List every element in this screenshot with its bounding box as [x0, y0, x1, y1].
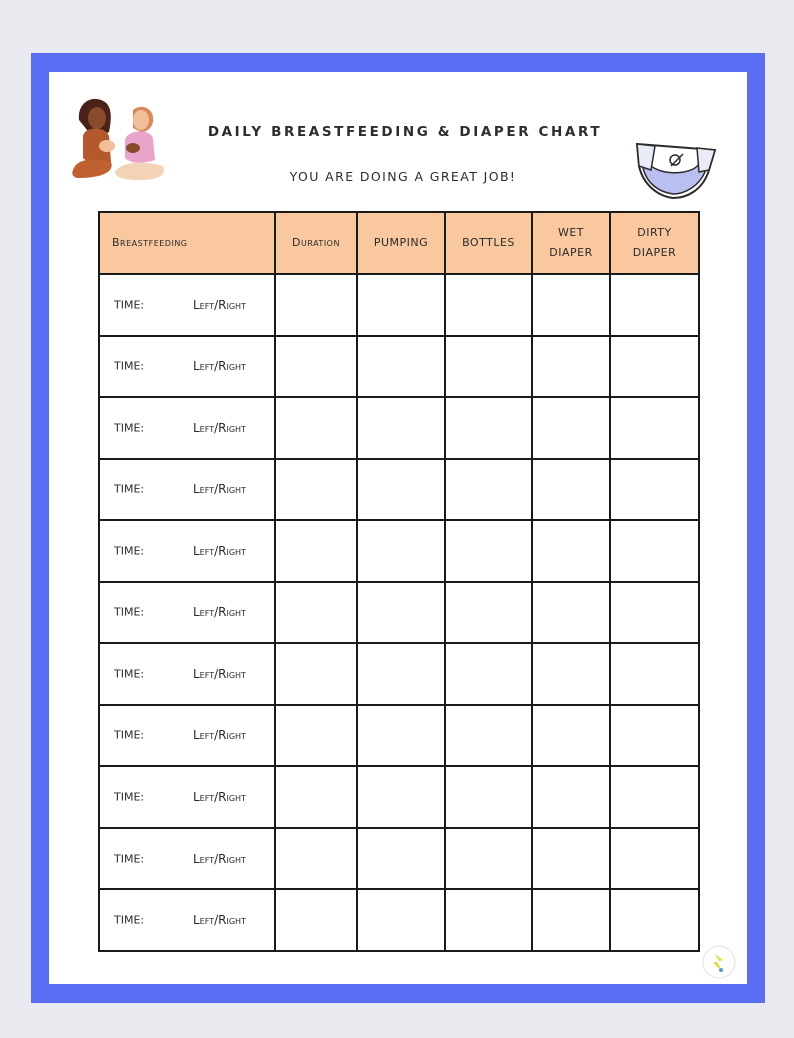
feeding-cell[interactable] [99, 336, 275, 398]
feeding-cell[interactable] [99, 643, 275, 705]
table-row [99, 274, 699, 336]
table-row [99, 459, 699, 521]
time-label: TIME: [114, 667, 145, 681]
side-label: Left/Right [193, 359, 246, 374]
col-header-pumping: PUMPING [357, 212, 445, 274]
pumping-cell[interactable] [357, 643, 445, 705]
brand-logo [699, 944, 739, 980]
side-label: Left/Right [193, 482, 246, 497]
duration-cell[interactable] [275, 582, 357, 644]
dirty-diaper-cell[interactable] [610, 459, 699, 521]
chart-title: DAILY BREASTFEEDING & DIAPER CHART [207, 124, 603, 140]
feeding-cell[interactable] [99, 459, 275, 521]
dirty-diaper-cell[interactable] [610, 766, 699, 828]
duration-cell[interactable] [275, 766, 357, 828]
feeding-cell[interactable] [99, 397, 275, 459]
chart-subtitle: YOU ARE DOING A GREAT JOB! [289, 169, 517, 184]
duration-cell[interactable] [275, 397, 357, 459]
wet-diaper-cell[interactable] [532, 705, 610, 767]
dirty-diaper-cell[interactable] [610, 397, 699, 459]
pumping-cell[interactable] [357, 889, 445, 951]
wet-diaper-cell[interactable] [532, 397, 610, 459]
time-label: TIME: [114, 544, 145, 558]
table-row [99, 889, 699, 951]
pumping-cell[interactable] [357, 274, 445, 336]
time-label: TIME: [114, 421, 145, 435]
chart-page [49, 72, 747, 984]
wet-diaper-cell[interactable] [532, 274, 610, 336]
feeding-cell[interactable] [99, 582, 275, 644]
time-label: TIME: [114, 913, 145, 927]
table-row [99, 397, 699, 459]
feeding-cell[interactable] [99, 705, 275, 767]
table-row [99, 766, 699, 828]
time-label: TIME: [114, 728, 145, 742]
col-header-breastfeeding: Breastfeeding [99, 212, 275, 274]
feeding-cell[interactable] [99, 520, 275, 582]
duration-cell[interactable] [275, 520, 357, 582]
side-label: Left/Right [193, 420, 246, 435]
col-header-duration: Duration [275, 212, 357, 274]
feeding-cell[interactable] [99, 828, 275, 890]
col-header-bottles: BOTTLES [445, 212, 532, 274]
wet-diaper-cell[interactable] [532, 582, 610, 644]
time-label: TIME: [114, 298, 145, 312]
dirty-diaper-cell[interactable] [610, 582, 699, 644]
bottles-cell[interactable] [445, 582, 532, 644]
dirty-diaper-cell[interactable] [610, 336, 699, 398]
page-frame [31, 53, 765, 1003]
wet-diaper-cell[interactable] [532, 766, 610, 828]
table-row [99, 643, 699, 705]
dirty-diaper-cell[interactable] [610, 889, 699, 951]
bottles-cell[interactable] [445, 459, 532, 521]
duration-cell[interactable] [275, 459, 357, 521]
dirty-diaper-cell[interactable] [610, 520, 699, 582]
bottles-cell[interactable] [445, 336, 532, 398]
duration-cell[interactable] [275, 274, 357, 336]
side-label: Left/Right [193, 913, 246, 928]
table-row [99, 520, 699, 582]
time-label: TIME: [114, 790, 145, 804]
bottles-cell[interactable] [445, 643, 532, 705]
table-row [99, 582, 699, 644]
pumping-cell[interactable] [357, 582, 445, 644]
wet-diaper-cell[interactable] [532, 643, 610, 705]
duration-cell[interactable] [275, 828, 357, 890]
dirty-diaper-label: DIRTY DIAPER [632, 226, 677, 259]
wet-diaper-cell[interactable] [532, 828, 610, 890]
dirty-diaper-cell[interactable] [610, 828, 699, 890]
duration-cell[interactable] [275, 889, 357, 951]
time-label: TIME: [114, 359, 145, 373]
pumping-cell[interactable] [357, 397, 445, 459]
wet-diaper-label: WET DIAPER [549, 226, 593, 259]
feeding-cell[interactable] [99, 889, 275, 951]
side-label: Left/Right [193, 851, 246, 866]
bottles-cell[interactable] [445, 889, 532, 951]
dirty-diaper-cell[interactable] [610, 274, 699, 336]
time-label: TIME: [114, 852, 145, 866]
pumping-cell[interactable] [357, 520, 445, 582]
tracking-table [98, 211, 700, 952]
duration-cell[interactable] [275, 643, 357, 705]
col-header-dirty-diaper [610, 212, 699, 274]
feeding-cell[interactable] [99, 766, 275, 828]
bottles-cell[interactable] [445, 766, 532, 828]
duration-cell[interactable] [275, 336, 357, 398]
time-label: TIME: [114, 605, 145, 619]
wet-diaper-cell[interactable] [532, 459, 610, 521]
bottles-cell[interactable] [445, 274, 532, 336]
bottles-cell[interactable] [445, 520, 532, 582]
side-label: Left/Right [193, 666, 246, 681]
feeding-cell[interactable] [99, 274, 275, 336]
bottles-cell[interactable] [445, 705, 532, 767]
duration-cell[interactable] [275, 705, 357, 767]
wet-diaper-cell[interactable] [532, 889, 610, 951]
time-label: TIME: [114, 482, 145, 496]
col-header-wet-diaper [532, 212, 610, 274]
side-label: Left/Right [193, 790, 246, 805]
table-header-row [99, 212, 699, 274]
bottles-cell[interactable] [445, 828, 532, 890]
dirty-diaper-cell[interactable] [610, 705, 699, 767]
table-row [99, 336, 699, 398]
bottles-cell[interactable] [445, 397, 532, 459]
wet-diaper-cell[interactable] [532, 336, 610, 398]
table-row [99, 828, 699, 890]
dirty-diaper-cell[interactable] [610, 643, 699, 705]
table-row [99, 705, 699, 767]
side-label: Left/Right [193, 543, 246, 558]
pumping-cell[interactable] [357, 705, 445, 767]
pumping-cell[interactable] [357, 459, 445, 521]
side-label: Left/Right [193, 297, 246, 312]
wet-diaper-cell[interactable] [532, 520, 610, 582]
side-label: Left/Right [193, 728, 246, 743]
pumping-cell[interactable] [357, 336, 445, 398]
pumping-cell[interactable] [357, 766, 445, 828]
pumping-cell[interactable] [357, 828, 445, 890]
side-label: Left/Right [193, 605, 246, 620]
